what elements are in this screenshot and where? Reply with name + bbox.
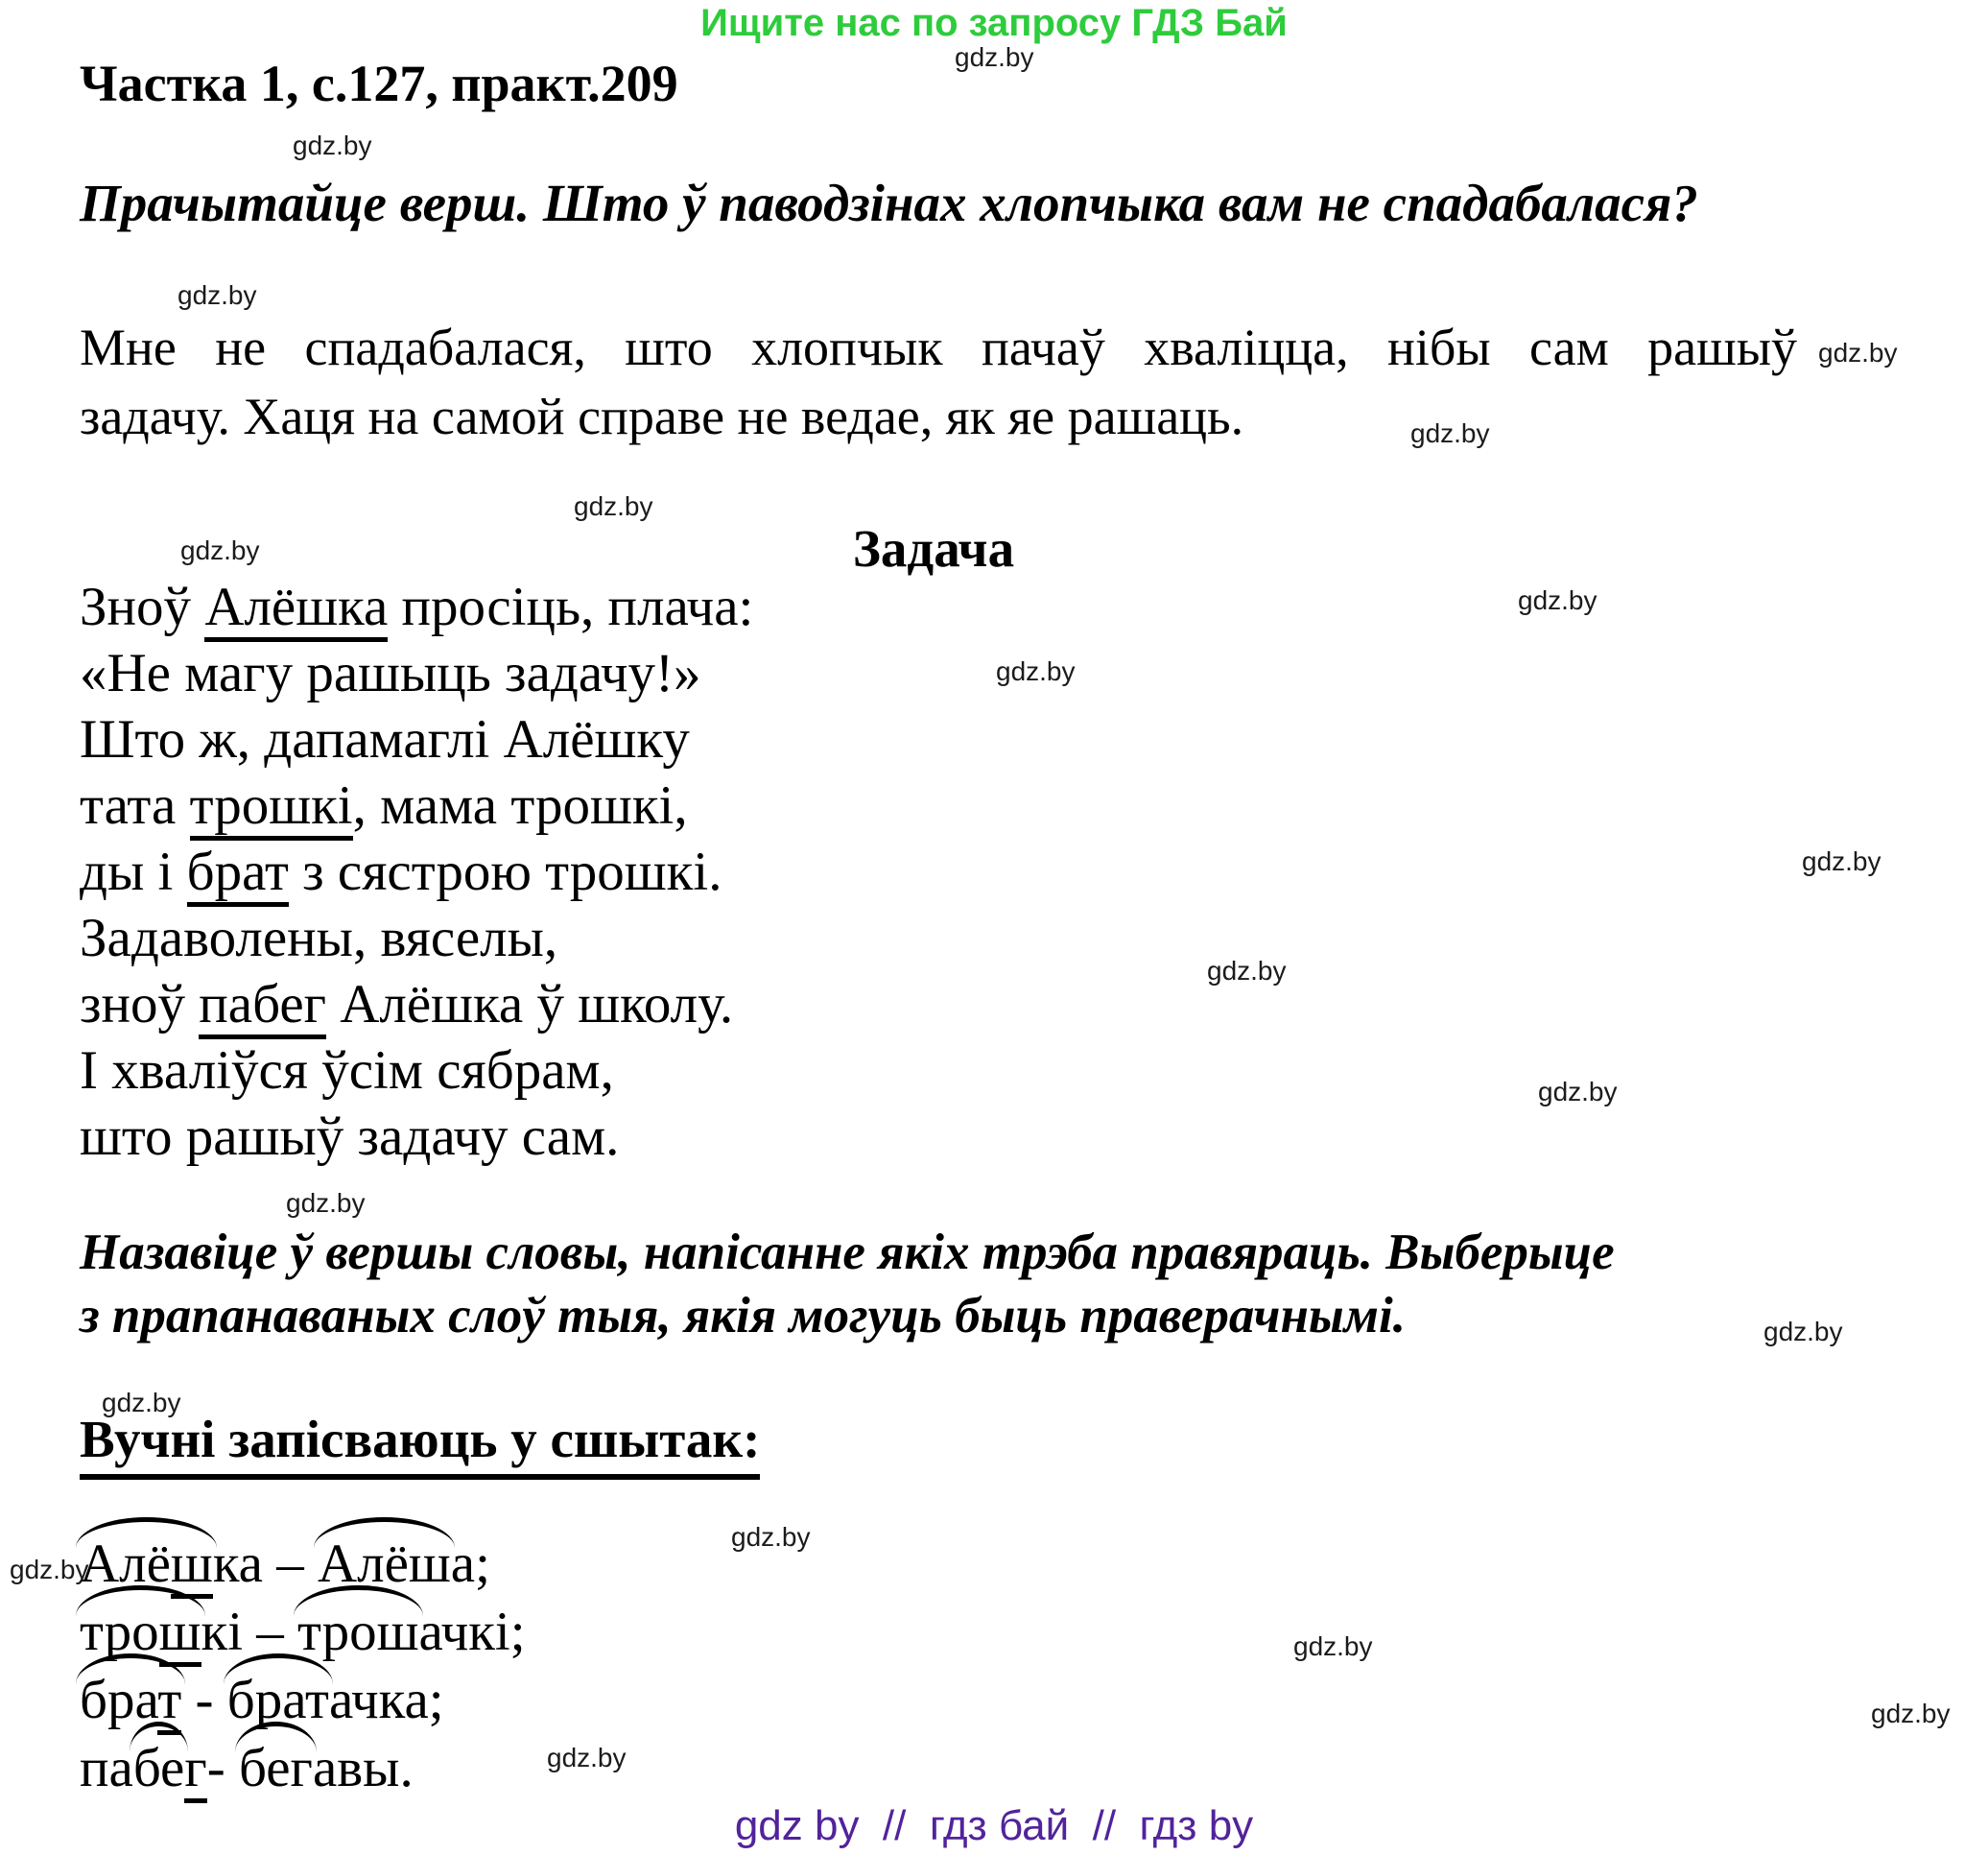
gdz-watermark: gdz.by [547,1743,627,1772]
instruction-line: Назавіце ў вершы словы, напісанне якіх трэба правяраць. Выберыце [80,1225,1615,1280]
answer-paragraph-line: Мне не спадабалася, што хлопчык пачаў хваліцца, нібы сам рашыў [80,319,1797,376]
answer-line: Алёшка – Алёша; [80,1530,526,1598]
instruction-line: з прапанаваных слоў тыя, якія могуць быць праверачнымі. [80,1288,1406,1344]
gdz-watermark: gdz.by [1871,1699,1951,1728]
instruction-text [80,1221,1615,1347]
underlined-letters: трошкі [190,775,353,841]
root-arc-mark: брат [80,1666,181,1734]
gdz-watermark: gdz.by [731,1522,811,1552]
poem-title: Задача [852,519,1015,578]
poem-text [80,574,753,1170]
root-arc-mark: трош [297,1598,419,1666]
poem-line: Задаволены, вяселы, [80,908,558,968]
poem-line: ды і брат з сястрою трошкі. [80,839,753,905]
poem-line: зноў пабег Алёшка ў школу. [80,971,753,1037]
gdz-watermark: gdz.by [286,1188,366,1218]
gdz-watermark: gdz.by [1763,1317,1843,1346]
gdz-watermark: gdz.by [574,491,653,521]
underlined-letters: пабег [199,974,326,1039]
gdz-watermark: gdz.by [955,42,1034,72]
underlined-letters: г [184,1738,206,1803]
gdz-watermark: gdz.by [1538,1077,1618,1106]
answer-line: брат - братачка; [80,1666,526,1734]
answer-line: трошкі – трошачкі; [80,1598,526,1666]
underlined-letters: ш [171,1534,213,1599]
gdz-watermark: gdz.by [1207,956,1287,986]
poem-line: Зноў Алёшка просіць, плача: [80,574,753,640]
gdz-watermark: gdz.by [180,535,260,565]
promo-banner: Ищите нас по запросу ГДЗ Бай [700,2,1288,44]
page-title: Частка 1, с.127, практ.209 [80,55,678,112]
gdz-watermark: gdz.by [1802,846,1882,876]
gdz-watermark: gdz.by [1410,418,1490,448]
answer-line: пабег- бегавы. [80,1734,526,1802]
answer-paragraph [80,313,1797,451]
poem-line: Што ж, дапамаглі Алёшку [80,709,690,770]
root-arc-mark: бег [239,1734,313,1802]
root-arc-mark: бе [133,1734,185,1802]
root-arc-mark: брат [227,1666,329,1734]
gdz-watermark: gdz.by [178,280,257,310]
gdz-watermark: gdz.by [1518,585,1598,615]
gdz-watermark: gdz.by [102,1388,181,1417]
footer-links: gdz by // гдз бай // гдз by [734,1802,1254,1849]
poem-line: «Не магу рашыць задачу!» [80,643,701,703]
gdz-watermark: gdz.by [10,1555,89,1584]
gdz-watermark: gdz.by [1818,338,1898,368]
underlined-letters: Алёшка [204,577,388,642]
poem-line: тата трошкі, мама трошкі, [80,773,753,839]
task-question: Прачытайце верш. Што ў паводзінах хлопчыка вам не спадабалася? [80,174,1698,232]
gdz-watermark: gdz.by [293,131,372,160]
poem-line: І хваліўся ўсім сябрам, [80,1040,614,1101]
root-arc-mark: Алёш [80,1530,213,1598]
gdz-watermark: gdz.by [1293,1631,1373,1661]
underlined-letters: т [157,1670,181,1735]
gdz-watermark: gdz.by [996,656,1076,686]
underlined-letters: брат [187,842,289,907]
root-arc-mark: трош [80,1598,201,1666]
underlined-letters: ш [159,1602,201,1667]
answer-paragraph-line: задачу. Хаця на самой справе не ведае, як яе рашаць. [80,388,1244,445]
root-arc-mark: Алёш [318,1530,451,1598]
poem-line: што рашыў задачу сам. [80,1106,620,1167]
notebook-heading: Вучні запісваюць у сшытак: [80,1409,760,1480]
notebook-answers [80,1530,526,1802]
